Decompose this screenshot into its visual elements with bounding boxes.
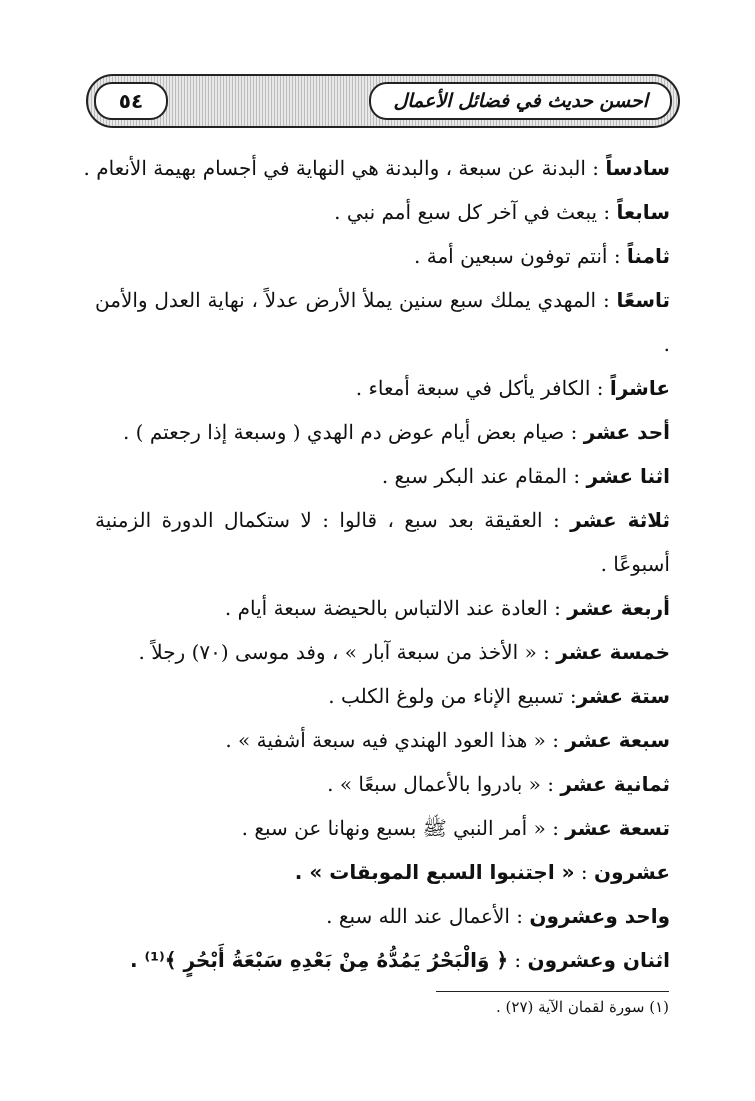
list-item [95,234,670,278]
item-separator: : [545,816,566,840]
item-term: خمسة عشر [556,640,670,664]
list-item [95,806,670,850]
item-term: سادساً [605,156,670,180]
item-term: واحد وعشرون [529,904,670,928]
item-separator: : [542,508,571,532]
page-number: ٥٤ [94,82,168,120]
item-text: الكافر يأكل في سبعة أمعاء . [355,376,591,400]
item-text: ﴿ وَالْبَحْرُ يَمُدُّهُ مِنْ بَعْدِهِ سَبْعَةُ أَبْحُرٍ ﴾⁽¹⁾ . [129,948,509,972]
item-text: « هذا العود الهندي فيه سبعة أشفية » . [225,728,546,752]
item-term: عشرون [594,860,670,884]
item-text: العقيقة بعد سبع ، قالوا : لا ستكمال الدورة الزمنية أسبوعًا . [95,508,670,576]
page-body [83,146,671,982]
item-separator: : [585,156,606,180]
item-separator: : [545,728,566,752]
item-text: « اجتنبوا السبع الموبقات » . [294,860,575,884]
item-separator: : [564,420,584,444]
item-separator: : [567,464,587,488]
item-term: تاسعًا [616,288,671,312]
list-item [95,938,670,982]
list-item [83,146,670,190]
list-item [95,850,670,894]
item-term: اثنان وعشرون [527,948,670,972]
item-text: يبعث في آخر كل سبع أمم نبي . [334,200,598,224]
item-text: « أمر النبي ﷺ بسبع ونهانا عن سبع . [241,816,546,840]
footnote-divider [436,991,669,992]
item-text: صيام بعض أيام عوض دم الهدي ( وسبعة إذا رجعتم ) . [122,420,565,444]
item-text: العادة عند الالتباس بالحيضة سبعة أيام . [224,596,548,620]
list-item [95,190,670,234]
item-text: المهدي يملك سبع سنين يملأ الأرض عدلاً ، نهاية العدل والأمن . [95,288,670,356]
book-title: احسن حديث في فضائل الأعمال [369,82,672,120]
item-separator: : [574,860,595,884]
footnote: (١) سورة لقمان الآية (٢٧) . [496,998,669,1016]
list-item [95,894,670,938]
list-item [95,410,670,454]
item-separator: : [563,684,577,708]
item-text: تسبيع الإناء من ولوغ الكلب . [328,684,564,708]
list-item [95,630,670,674]
item-term: ستة عشر [576,684,670,708]
list-item [95,718,670,762]
item-term: سابعاً [616,200,670,224]
item-separator: : [607,244,627,268]
item-term: ثامناً [626,244,670,268]
item-separator: : [596,288,617,312]
item-separator: : [540,772,561,796]
item-term: أحد عشر [583,420,670,444]
item-text: الأعمال عند الله سبع . [326,904,510,928]
list-item [95,586,670,630]
item-separator: : [509,904,530,928]
item-separator: : [547,596,568,620]
item-text: « بادروا بالأعمال سبعًا » . [327,772,541,796]
item-term: سبعة عشر [565,728,670,752]
item-separator: : [508,948,528,972]
list-item [95,454,670,498]
item-term: عاشراً [609,376,670,400]
list-item [95,674,670,718]
item-separator: : [536,640,557,664]
item-term: أربعة عشر [567,596,670,620]
list-item [95,762,670,806]
list-item [95,498,670,586]
item-text: « الأخذ من سبعة آبار » ، وفد موسى (٧٠) رجلاً . [138,640,537,664]
page-header [86,74,680,128]
item-separator: : [597,200,617,224]
list-item [95,278,670,366]
item-separator: : [590,376,610,400]
item-term: تسعة عشر [565,816,670,840]
item-term: ثمانية عشر [560,772,670,796]
item-text: أنتم توفون سبعين أمة . [414,244,608,268]
item-term: اثنا عشر [586,464,670,488]
list-item [95,366,670,410]
item-text: المقام عند البكر سبع . [381,464,568,488]
item-term: ثلاثة عشر [570,508,670,532]
item-text: البدنة عن سبعة ، والبدنة هي النهاية في أجسام بهيمة الأنعام . [83,156,586,180]
